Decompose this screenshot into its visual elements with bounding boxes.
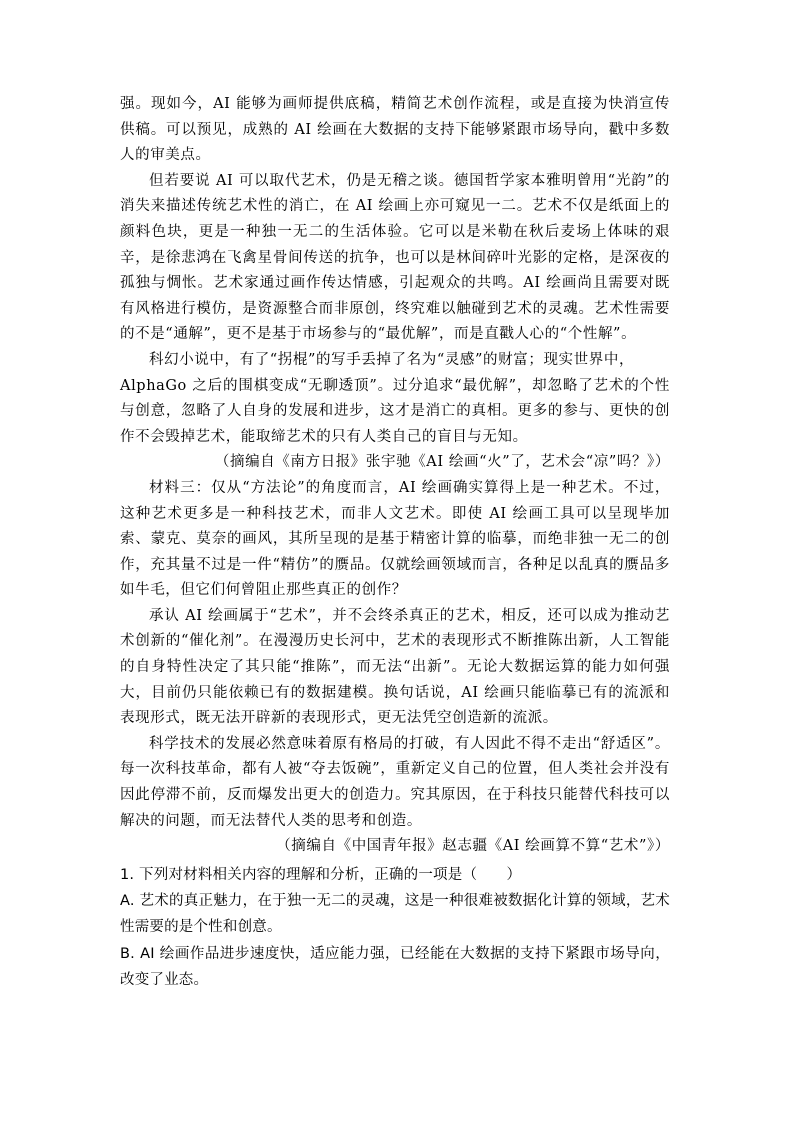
paragraph-scifi-line-2: AlphaGo 之后的围棋变成“无聊透顶”。过分追求“最优解”，却忽略了艺术的个性与创意，忽略了人自身的发展和进步，这才是消亡的真相。更多的参与、更快的创作不会毁掉艺术，能取缔艺术的只有人类自己的盲目与无知。 xyxy=(120,377,670,445)
paragraph-material-3: 材料三：仅从“方法论”的角度而言，AI 绘画确实算得上是一种艺术。不过，这种艺术更多是一种科技艺术，而非人文艺术。即使 AI 绘画工具可以呈现毕加索、蒙克、莫奈的画风，其所呈现的是基于精密计算的临摹，而绝非独一无二的创作，充其量不过是一件“精仿”的赝品。仅就绘画领域而言，各种足以乱真的赝品多如牛毛，但它们何曾阻止那些真正的创作？ xyxy=(120,479,670,599)
paragraph-continued: 强。现如今，AI 能够为画师提供底稿，精简艺术创作流程，或是直接为快消宣传供稿。可以预见，成熟的 AI 绘画在大数据的支持下能够紧跟市场导向，戳中多数人的审美点。 xyxy=(120,96,670,164)
paragraph-catalyst: 承认 AI 绘画属于“艺术”，并不会终杀真正的艺术，相反，还可以成为推动艺术创新的“催化剂”。在漫漫历史长河中，艺术的表现形式不断推陈出新，人工智能的自身特性决定了其只能“推陈”，而无法“出新”。无论大数据运算的能力如何强大，目前仍只能依赖已有的数据建模。换句话说，AI 绘画只能临摹已有的流派和表现形式，既无法开辟新的表现形式，更无法凭空创造新的流派。 xyxy=(120,607,670,727)
question-1-stem: 1. 下列对材料相关内容的理解和分析，正确的一项是（ ） xyxy=(120,866,522,883)
paragraph-science: 科学技术的发展必然意味着原有格局的打破，有人因此不得不走出“舒适区”。每一次科技革命，都有人被“夺去饭碗”，重新定义自己的位置，但人类社会并没有因此停滞不前，反而爆发出更大的创造力。究其原因，在于科技只能替代科技可以解决的问题，而无法替代人类的思考和创造。 xyxy=(120,735,670,829)
source-citation-1: （摘编自《南方日报》张宇驰《AI 绘画“火”了，艺术会“凉”吗？》） xyxy=(214,454,670,471)
question-1-option-a[interactable]: A. 艺术的真正魅力，在于独一无二的灵魂，这是一种很难被数据化计算的领域，艺术性需要的是个性和创意。 xyxy=(120,892,670,936)
paragraph-benjamin: 但若要说 AI 可以取代艺术，仍是无稽之谈。德国哲学家本雅明曾用“光韵”的消失来描述传统艺术性的消亡，在 AI 绘画上亦可窥见一二。艺术不仅是纸面上的颜料色块，更是一种独一无二的生活体验。它可以是米勒在秋后麦场上体味的艰辛，是徐悲鸿在飞禽星骨间传送的抗争，也可以是林间碎叶光影的定格，是深夜的孤独与惆怅。艺术家通过画作传达情感，引起观众的共鸣。AI 绘画尚且需要对既有风格进行模仿，是资源整合而非原创，终究难以触碰到艺术的灵魂。艺术性需要的不是“通解”，更不是基于市场参与的“最优解”，而是直戳人心的“个性解”。 xyxy=(120,172,670,343)
paragraph-scifi-line-1: 科幻小说中，有了“拐棍”的写手丢掉了名为“灵感”的财富；现实世界中， xyxy=(149,351,635,368)
reading-passage xyxy=(120,92,670,860)
question-1-option-b[interactable]: B. AI 绘画作品进步速度快，适应能力强，已经能在大数据的支持下紧跟市场导向，改变了业态。 xyxy=(120,945,670,989)
question-section xyxy=(120,862,670,994)
source-citation-2: （摘编自《中国青年报》赵志疆《AI 绘画算不算“艺术”》） xyxy=(276,838,670,855)
